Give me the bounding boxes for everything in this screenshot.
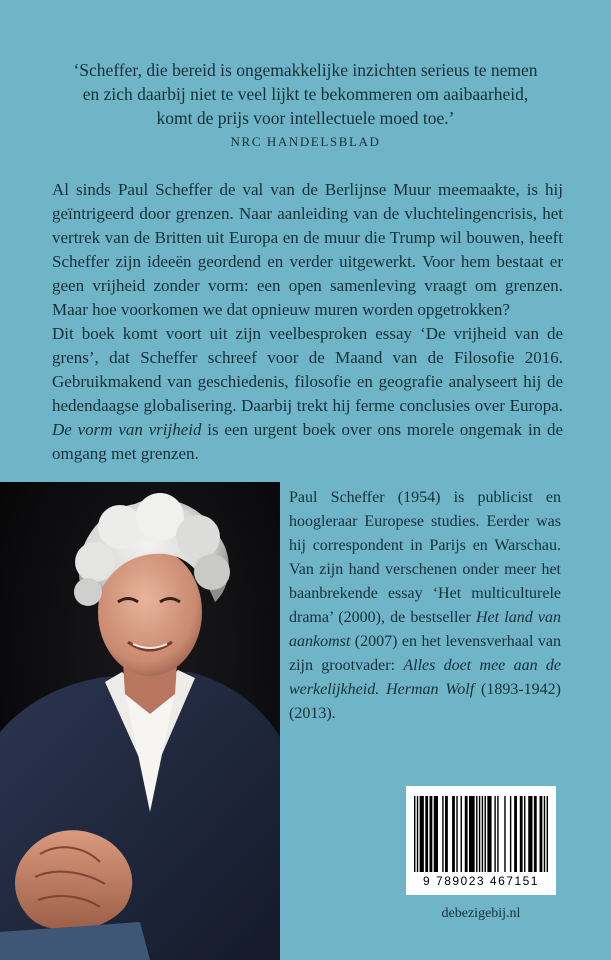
author-portrait-illustration bbox=[0, 482, 280, 960]
blurb-paragraph-1: Al sinds Paul Scheffer de val van de Berlijnse Muur meemaakte, is hij geïntrigeerd door grenzen. Naar aanleiding van de vluchtelingencrisis, het vertrek van de Britten uit Europa en de muur die Trump wil bouwen, heeft Scheffer zijn ideeën geordend en verder uitgewerkt. Voor hem bestaat er geen vrijheid zonder vorm: een open samenleving vraagt om grenzen. Maar hoe voorkomen we dat opnieuw muren worden opgetrokken? bbox=[52, 180, 563, 319]
author-photo bbox=[0, 482, 280, 960]
barcode-bar bbox=[534, 796, 537, 872]
blurb-text: is een urgent boek over ons morele ongemak in de omgang met grenzen. bbox=[52, 420, 563, 463]
barcode-bar bbox=[442, 796, 443, 872]
barcode-bar bbox=[479, 796, 480, 872]
bio-text: Paul Scheffer (1954) is publicist en hoogleraar Europese studies. Eerder was hij correspondent in Parijs en Warschau. Van zijn hand verschenen onder meer het baanbrekende essay ‘Het multiculturele drama’ (2000), de bestseller bbox=[289, 489, 561, 626]
review-quote bbox=[40, 58, 571, 130]
barcode-bar bbox=[420, 796, 424, 872]
quote-source: NRC HANDELSBLAD bbox=[230, 134, 381, 149]
blurb-text: Dit boek komt voort uit zijn veelbesproken essay ‘De vrijheid van de grens’, dat Scheffer schreef voor de Maand van de Filosofie 2016. Gebruikmakend van geschiedenis, filosofie en geografie analyseert hij de hedendaagse globalisering. Daarbij trekt hij ferme conclusies over Europa. bbox=[52, 324, 563, 415]
publisher-url: debezigebij.nl bbox=[441, 906, 521, 921]
quote-line: ‘Scheffer, die bereid is ongemakkelijke inzichten serieus te nemen bbox=[73, 60, 538, 80]
barcode-bar bbox=[504, 796, 505, 872]
barcode-bar bbox=[445, 796, 448, 872]
quote-line: en zich daarbij niet te veel lijkt te bekommeren om aaibaarheid, bbox=[82, 84, 529, 104]
barcode-bar bbox=[482, 796, 483, 872]
barcode-bar bbox=[461, 796, 462, 872]
barcode-bar bbox=[528, 796, 532, 872]
barcode-bar bbox=[497, 796, 498, 872]
bio-book-title: Alles doet mee aan de werkelijkheid. Herman Wolf bbox=[289, 657, 561, 698]
barcode-bar bbox=[430, 796, 433, 872]
barcode-bar bbox=[524, 796, 525, 872]
isbn-number: 9 789023 467151 bbox=[423, 874, 539, 888]
barcode-bar bbox=[425, 796, 428, 872]
barcode-bar bbox=[452, 796, 455, 872]
barcode-bar bbox=[414, 796, 415, 872]
author-bio bbox=[289, 486, 561, 726]
book-title: De vorm van vrijheid bbox=[52, 420, 202, 439]
isbn-barcode bbox=[406, 786, 556, 895]
barcode-bar bbox=[544, 796, 545, 872]
barcode-bar bbox=[487, 796, 491, 872]
barcode-bar bbox=[485, 796, 486, 872]
barcode-bar bbox=[456, 796, 457, 872]
blurb-paragraph-2 bbox=[52, 322, 563, 466]
barcode-bar bbox=[434, 796, 438, 872]
barcode-bar bbox=[476, 796, 477, 872]
quote-line: komt de prijs voor intellectuele moed toe.’ bbox=[156, 108, 455, 128]
bio-book-title: Het land van aankomst bbox=[289, 609, 561, 650]
barcode-bar bbox=[465, 796, 468, 872]
barcode-bars bbox=[414, 796, 548, 872]
bio-text: (2007) en het levensverhaal van zijn grootvader: bbox=[289, 633, 561, 674]
barcode-bar bbox=[469, 796, 475, 872]
barcode-bar bbox=[540, 796, 543, 872]
barcode-bar bbox=[547, 796, 548, 872]
barcode-bar bbox=[417, 796, 418, 872]
bio-text: (1893-1942) (2013). bbox=[289, 681, 562, 722]
barcode-bar bbox=[520, 796, 523, 872]
barcode-bar bbox=[494, 796, 495, 872]
barcode-bar bbox=[514, 796, 517, 872]
barcode-bar bbox=[510, 796, 511, 872]
